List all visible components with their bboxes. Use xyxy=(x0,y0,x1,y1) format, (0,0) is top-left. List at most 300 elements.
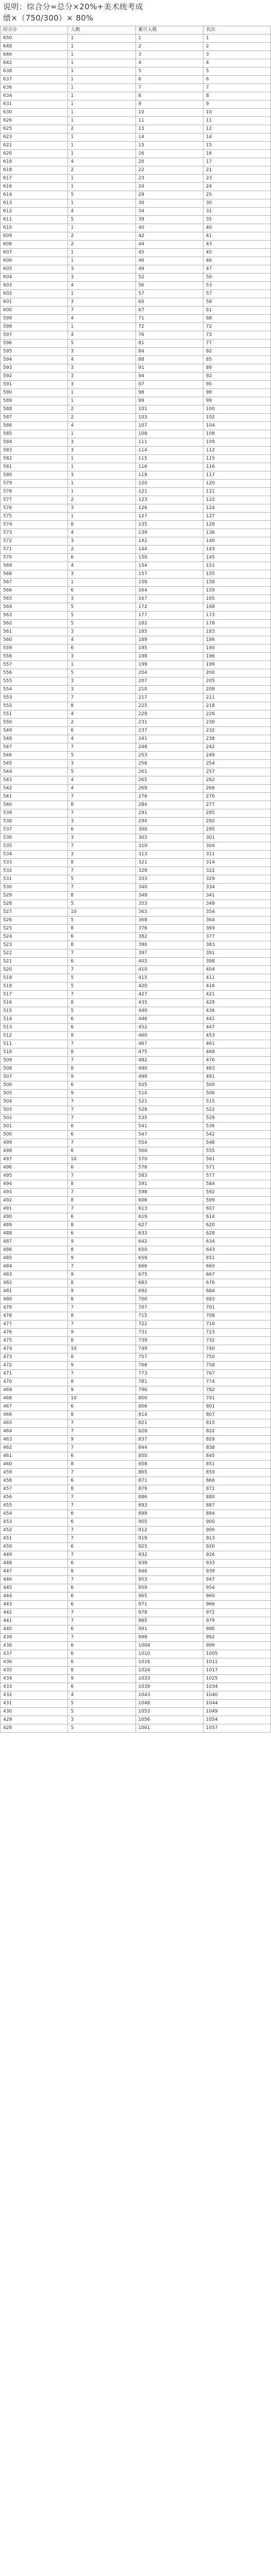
table-row xyxy=(1,1304,271,1312)
table-row xyxy=(1,290,271,298)
cell-score: 434 xyxy=(1,1675,68,1683)
cell-score: 613 xyxy=(1,199,68,208)
table-row xyxy=(1,1551,271,1560)
table-row xyxy=(1,389,271,397)
table-row xyxy=(1,529,271,537)
cell-score: 566 xyxy=(1,587,68,595)
cell-count: 7 xyxy=(68,1609,136,1617)
table-row xyxy=(1,982,271,991)
table-row xyxy=(1,1658,271,1667)
cell-score: 609 xyxy=(1,232,68,241)
cell-rank: 21 xyxy=(203,166,270,175)
cell-rank: 23 xyxy=(203,175,270,183)
cell-cumulative: 57 xyxy=(136,290,203,298)
cell-count: 1 xyxy=(68,35,136,43)
cell-cumulative: 722 xyxy=(136,1320,203,1329)
cell-rank: 183 xyxy=(203,628,270,636)
cell-cumulative: 88 xyxy=(136,356,203,364)
table-row xyxy=(1,430,271,438)
cell-rank: 500 xyxy=(203,1081,270,1090)
cell-cumulative: 172 xyxy=(136,603,203,612)
cell-count: 7 xyxy=(68,694,136,702)
cell-count: 8 xyxy=(68,702,136,710)
cell-cumulative: 427 xyxy=(136,991,203,999)
cell-rank: 168 xyxy=(203,603,270,612)
cell-count: 3 xyxy=(68,372,136,381)
table-row xyxy=(1,109,271,117)
cell-cumulative: 919 xyxy=(136,1535,203,1543)
cell-cumulative: 303 xyxy=(136,834,203,842)
table-row xyxy=(1,554,271,562)
table-row xyxy=(1,1518,271,1527)
table-row xyxy=(1,348,271,356)
table-row xyxy=(1,1395,271,1403)
table-row xyxy=(1,1213,271,1222)
cell-count: 3 xyxy=(68,1716,136,1724)
cell-cumulative: 749 xyxy=(136,1345,203,1353)
table-row xyxy=(1,488,271,496)
cell-rank: 555 xyxy=(203,1147,270,1156)
cell-rank: 200 xyxy=(203,669,270,677)
cell-score: 523 xyxy=(1,941,68,950)
cell-cumulative: 164 xyxy=(136,587,203,595)
cell-count: 3 xyxy=(68,653,136,661)
cell-cumulative: 22 xyxy=(136,166,203,175)
cell-score: 574 xyxy=(1,521,68,529)
cell-count: 7 xyxy=(68,1040,136,1048)
cell-score: 506 xyxy=(1,1081,68,1090)
cell-rank: 1040 xyxy=(203,1691,270,1700)
cell-cumulative: 30 xyxy=(136,199,203,208)
table-row xyxy=(1,257,271,265)
cell-score: 463 xyxy=(1,1436,68,1444)
cell-count: 3 xyxy=(68,570,136,579)
table-row xyxy=(1,1007,271,1015)
table-row xyxy=(1,117,271,125)
table-row xyxy=(1,1543,271,1551)
cell-rank: 920 xyxy=(203,1543,270,1551)
cell-rank: 906 xyxy=(203,1527,270,1535)
cell-score: 428 xyxy=(1,1724,68,1733)
cell-cumulative: 177 xyxy=(136,612,203,620)
cell-cumulative: 97 xyxy=(136,381,203,389)
cell-count: 5 xyxy=(68,1724,136,1733)
table-row xyxy=(1,562,271,570)
cell-score: 551 xyxy=(1,710,68,719)
cell-count: 3 xyxy=(68,677,136,686)
cell-score: 444 xyxy=(1,1592,68,1601)
table-row xyxy=(1,719,271,727)
table-row xyxy=(1,612,271,620)
table-row xyxy=(1,1073,271,1081)
cell-rank: 947 xyxy=(203,1576,270,1584)
cell-rank: 7 xyxy=(203,84,270,92)
cell-score: 497 xyxy=(1,1156,68,1164)
cell-score: 513 xyxy=(1,1024,68,1032)
cell-rank: 1034 xyxy=(203,1683,270,1691)
cell-rank: 801 xyxy=(203,1403,270,1411)
cell-rank: 211 xyxy=(203,694,270,702)
cell-cumulative: 284 xyxy=(136,801,203,809)
cell-cumulative: 606 xyxy=(136,1197,203,1205)
table-row xyxy=(1,513,271,521)
cell-count: 7 xyxy=(68,1551,136,1560)
cell-rank: 845 xyxy=(203,1452,270,1461)
cell-count: 6 xyxy=(68,1131,136,1139)
cell-count: 1 xyxy=(68,430,136,438)
cell-cumulative: 971 xyxy=(136,1601,203,1609)
cell-cumulative: 237 xyxy=(136,727,203,735)
cell-rank: 99 xyxy=(203,397,270,405)
table-row xyxy=(1,1601,271,1609)
cell-cumulative: 932 xyxy=(136,1551,203,1560)
cell-count: 6 xyxy=(68,1650,136,1658)
cell-count: 8 xyxy=(68,521,136,529)
cell-score: 631 xyxy=(1,100,68,109)
table-row xyxy=(1,1568,271,1576)
cell-rank: 822 xyxy=(203,1428,270,1436)
cell-count: 5 xyxy=(68,1700,136,1708)
cell-score: 455 xyxy=(1,1502,68,1510)
cell-cumulative: 10 xyxy=(136,109,203,117)
cell-score: 440 xyxy=(1,1625,68,1634)
cell-count: 3 xyxy=(68,595,136,603)
cell-count: 1 xyxy=(68,257,136,265)
cell-score: 505 xyxy=(1,1090,68,1098)
table-row xyxy=(1,867,271,875)
table-row xyxy=(1,999,271,1007)
cell-score: 578 xyxy=(1,488,68,496)
cell-count: 1 xyxy=(68,224,136,232)
cell-rank: 232 xyxy=(203,727,270,735)
cell-rank: 85 xyxy=(203,356,270,364)
cell-rank: 651 xyxy=(203,1255,270,1263)
cell-count: 5 xyxy=(68,1708,136,1716)
cell-score: 430 xyxy=(1,1708,68,1716)
cell-score: 610 xyxy=(1,224,68,232)
cell-count: 4 xyxy=(68,315,136,323)
table-row xyxy=(1,628,271,636)
note-line-2: 绩×（750/300）× 80% xyxy=(3,13,94,23)
cell-score: 495 xyxy=(1,1172,68,1180)
cell-count: 4 xyxy=(68,636,136,645)
cell-cumulative: 16 xyxy=(136,150,203,158)
note-line-1: 说明：综合分=总分×20%+美术统考成 xyxy=(3,2,143,11)
cell-cumulative: 1048 xyxy=(136,1700,203,1708)
cell-count: 4 xyxy=(68,735,136,743)
cell-rank: 447 xyxy=(203,1024,270,1032)
cell-count: 8 xyxy=(68,1485,136,1494)
table-row xyxy=(1,809,271,818)
cell-rank: 584 xyxy=(203,1180,270,1189)
cell-cumulative: 182 xyxy=(136,620,203,628)
cell-count: 8 xyxy=(68,1065,136,1073)
cell-score: 568 xyxy=(1,570,68,579)
cell-score: 486 xyxy=(1,1246,68,1255)
cell-rank: 441 xyxy=(203,1015,270,1024)
cell-count: 1 xyxy=(68,142,136,150)
cell-cumulative: 72 xyxy=(136,323,203,331)
cell-rank: 992 xyxy=(203,1634,270,1642)
cell-score: 490 xyxy=(1,1213,68,1222)
cell-rank: 109 xyxy=(203,438,270,447)
cell-rank: 872 xyxy=(203,1485,270,1494)
table-row xyxy=(1,150,271,158)
table-row xyxy=(1,1625,271,1634)
cell-count: 4 xyxy=(68,1691,136,1700)
table-row xyxy=(1,92,271,100)
cell-count: 1 xyxy=(68,84,136,92)
cell-cumulative: 52 xyxy=(136,274,203,282)
cell-rank: 491 xyxy=(203,1073,270,1081)
cell-score: 636 xyxy=(1,84,68,92)
cell-rank: 100 xyxy=(203,405,270,414)
table-row xyxy=(1,1642,271,1650)
cell-count: 1 xyxy=(68,117,136,125)
table-row xyxy=(1,620,271,628)
cell-score: 575 xyxy=(1,513,68,521)
cell-cumulative: 707 xyxy=(136,1304,203,1312)
table-row xyxy=(1,1461,271,1469)
cell-score: 504 xyxy=(1,1098,68,1106)
table-row xyxy=(1,1255,271,1263)
cell-score: 548 xyxy=(1,735,68,743)
cell-rank: 45 xyxy=(203,249,270,257)
table-row xyxy=(1,1378,271,1386)
table-row xyxy=(1,1634,271,1642)
table-row xyxy=(1,364,271,372)
cell-score: 488 xyxy=(1,1230,68,1238)
table-row xyxy=(1,785,271,793)
table-row xyxy=(1,1436,271,1444)
table-row xyxy=(1,1106,271,1114)
cell-score: 453 xyxy=(1,1518,68,1527)
cell-cumulative: 440 xyxy=(136,1007,203,1015)
cell-score: 487 xyxy=(1,1238,68,1246)
cell-cumulative: 715 xyxy=(136,1312,203,1320)
cell-score: 552 xyxy=(1,702,68,710)
cell-count: 7 xyxy=(68,842,136,851)
cell-count: 3 xyxy=(68,471,136,480)
cell-count: 1 xyxy=(68,43,136,51)
cell-cumulative: 321 xyxy=(136,859,203,867)
cell-rank: 684 xyxy=(203,1287,270,1296)
cell-score: 550 xyxy=(1,719,68,727)
cell-cumulative: 3 xyxy=(136,51,203,59)
cell-count: 6 xyxy=(68,826,136,834)
cell-rank: 571 xyxy=(203,1164,270,1172)
cell-cumulative: 363 xyxy=(136,908,203,917)
cell-rank: 108 xyxy=(203,430,270,438)
cell-score: 630 xyxy=(1,109,68,117)
cell-rank: 178 xyxy=(203,620,270,628)
cell-cumulative: 98 xyxy=(136,389,203,397)
table-row xyxy=(1,546,271,554)
table-row xyxy=(1,587,271,595)
cell-rank: 226 xyxy=(203,710,270,719)
table-row xyxy=(1,1230,271,1238)
cell-score: 547 xyxy=(1,743,68,752)
cell-score: 492 xyxy=(1,1197,68,1205)
cell-score: 604 xyxy=(1,274,68,282)
cell-rank: 173 xyxy=(203,612,270,620)
cell-rank: 829 xyxy=(203,1436,270,1444)
cell-cumulative: 210 xyxy=(136,686,203,694)
cell-rank: 838 xyxy=(203,1444,270,1452)
cell-cumulative: 1039 xyxy=(136,1683,203,1691)
cell-rank: 926 xyxy=(203,1551,270,1560)
cell-cumulative: 467 xyxy=(136,1040,203,1048)
cell-rank: 151 xyxy=(203,562,270,570)
table-row xyxy=(1,1411,271,1419)
cell-cumulative: 814 xyxy=(136,1411,203,1419)
cell-count: 8 xyxy=(68,941,136,950)
cell-rank: 515 xyxy=(203,1098,270,1106)
cell-count: 6 xyxy=(68,1543,136,1551)
cell-rank: 887 xyxy=(203,1502,270,1510)
cell-cumulative: 806 xyxy=(136,1403,203,1411)
table-row xyxy=(1,1386,271,1395)
cell-score: 530 xyxy=(1,884,68,892)
cell-rank: 364 xyxy=(203,917,270,925)
cell-cumulative: 1061 xyxy=(136,1724,203,1733)
cell-cumulative: 253 xyxy=(136,752,203,760)
cell-count: 7 xyxy=(68,1527,136,1535)
cell-count: 3 xyxy=(68,265,136,274)
cell-cumulative: 683 xyxy=(136,1279,203,1287)
cell-score: 589 xyxy=(1,397,68,405)
cell-cumulative: 195 xyxy=(136,645,203,653)
cell-rank: 238 xyxy=(203,735,270,743)
cell-rank: 894 xyxy=(203,1510,270,1518)
cell-rank: 208 xyxy=(203,686,270,694)
cell-cumulative: 300 xyxy=(136,826,203,834)
cell-rank: 468 xyxy=(203,1048,270,1057)
cell-rank: 1054 xyxy=(203,1716,270,1724)
cell-score: 621 xyxy=(1,142,68,150)
cell-rank: 740 xyxy=(203,1345,270,1353)
table-row xyxy=(1,1172,271,1180)
cell-count: 1 xyxy=(68,76,136,84)
table-row xyxy=(1,702,271,710)
cell-rank: 851 xyxy=(203,1461,270,1469)
cell-cumulative: 650 xyxy=(136,1246,203,1255)
table-row xyxy=(1,35,271,43)
cell-cumulative: 328 xyxy=(136,867,203,875)
cell-count: 6 xyxy=(68,727,136,735)
cell-score: 580 xyxy=(1,471,68,480)
cell-score: 626 xyxy=(1,117,68,125)
cell-rank: 14 xyxy=(203,133,270,142)
cell-rank: 732 xyxy=(203,1337,270,1345)
table-row xyxy=(1,1403,271,1411)
cell-count: 8 xyxy=(68,1461,136,1469)
cell-count: 1 xyxy=(68,109,136,117)
header-count: 人数 xyxy=(68,26,136,35)
cell-score: 432 xyxy=(1,1691,68,1700)
cell-cumulative: 121 xyxy=(136,488,203,496)
cell-rank: 782 xyxy=(203,1386,270,1395)
cell-rank: 41 xyxy=(203,232,270,241)
cell-cumulative: 871 xyxy=(136,1477,203,1485)
cell-count: 7 xyxy=(68,743,136,752)
cell-rank: 667 xyxy=(203,1271,270,1279)
cell-rank: 506 xyxy=(203,1090,270,1098)
cell-cumulative: 642 xyxy=(136,1238,203,1246)
cell-cumulative: 410 xyxy=(136,966,203,974)
cell-cumulative: 150 xyxy=(136,554,203,562)
cell-score: 527 xyxy=(1,908,68,917)
cell-score: 462 xyxy=(1,1444,68,1452)
cell-score: 617 xyxy=(1,175,68,183)
cell-cumulative: 938 xyxy=(136,1560,203,1568)
cell-rank: 939 xyxy=(203,1568,270,1576)
cell-rank: 933 xyxy=(203,1560,270,1568)
cell-score: 439 xyxy=(1,1634,68,1642)
table-row xyxy=(1,125,271,133)
table-row xyxy=(1,818,271,826)
table-row xyxy=(1,1527,271,1535)
cell-count: 7 xyxy=(68,307,136,315)
cell-rank: 913 xyxy=(203,1535,270,1543)
cell-score: 519 xyxy=(1,974,68,982)
cell-rank: 6 xyxy=(203,76,270,84)
table-row xyxy=(1,381,271,389)
cell-cumulative: 94 xyxy=(136,372,203,381)
cell-score: 445 xyxy=(1,1584,68,1592)
cell-count: 7 xyxy=(68,1106,136,1114)
table-row xyxy=(1,1502,271,1510)
cell-rank: 476 xyxy=(203,1057,270,1065)
table-row xyxy=(1,1428,271,1436)
table-row xyxy=(1,1716,271,1724)
cell-score: 437 xyxy=(1,1650,68,1658)
cell-cumulative: 340 xyxy=(136,884,203,892)
cell-rank: 15 xyxy=(203,142,270,150)
cell-count: 7 xyxy=(68,1444,136,1452)
cell-rank: 542 xyxy=(203,1131,270,1139)
cell-score: 537 xyxy=(1,826,68,834)
cell-cumulative: 1004 xyxy=(136,1642,203,1650)
cell-count: 3 xyxy=(68,686,136,694)
table-row xyxy=(1,1469,271,1477)
table-row xyxy=(1,760,271,768)
cell-cumulative: 46 xyxy=(136,257,203,265)
cell-score: 601 xyxy=(1,298,68,307)
cell-count: 8 xyxy=(68,1296,136,1304)
cell-cumulative: 376 xyxy=(136,925,203,933)
cell-score: 543 xyxy=(1,776,68,785)
cell-rank: 592 xyxy=(203,1189,270,1197)
table-row xyxy=(1,208,271,216)
cell-count: 5 xyxy=(68,603,136,612)
cell-score: 511 xyxy=(1,1040,68,1048)
cell-score: 637 xyxy=(1,76,68,84)
cell-rank: 693 xyxy=(203,1296,270,1304)
cell-rank: 900 xyxy=(203,1518,270,1527)
cell-rank: 1005 xyxy=(203,1650,270,1658)
cell-score: 458 xyxy=(1,1477,68,1485)
cell-cumulative: 598 xyxy=(136,1189,203,1197)
cell-score: 607 xyxy=(1,249,68,257)
cell-score: 532 xyxy=(1,867,68,875)
cell-count: 6 xyxy=(68,1560,136,1568)
score-rank-table xyxy=(0,26,271,1733)
cell-cumulative: 11 xyxy=(136,117,203,125)
cell-cumulative: 248 xyxy=(136,743,203,752)
cell-score: 450 xyxy=(1,1543,68,1551)
cell-count: 2 xyxy=(68,232,136,241)
